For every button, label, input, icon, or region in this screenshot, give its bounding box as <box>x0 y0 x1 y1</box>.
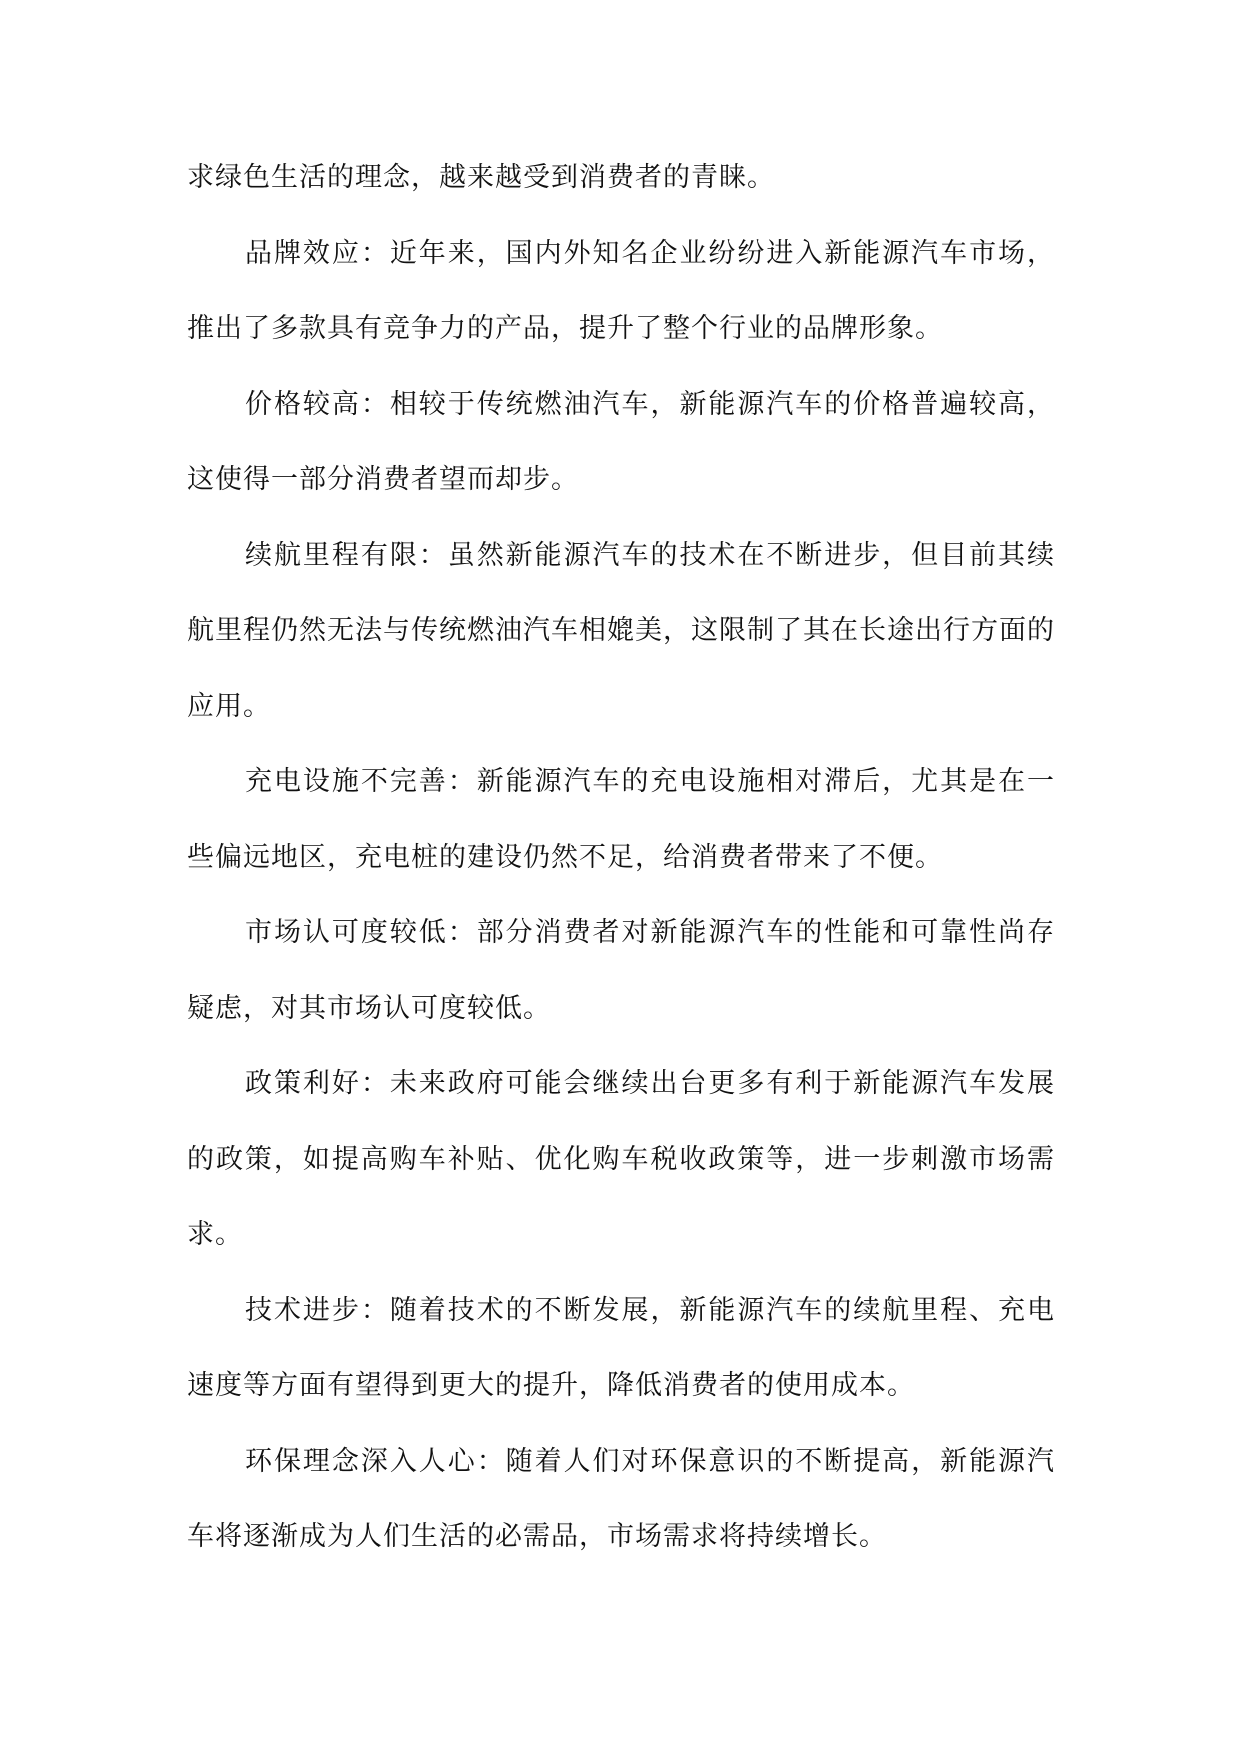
paragraph-technical-progress: 技术进步：随着技术的不断发展，新能源汽车的续航里程、充电速度等方面有望得到更大的提升，降低消费者的使用成本。 <box>187 1294 1055 1401</box>
paragraph-brand-effect: 品牌效应：近年来，国内外知名企业纷纷进入新能源汽车市场，推出了多款具有竞争力的产品，提升了整个行业的品牌形象。 <box>187 237 1055 344</box>
paragraph-limited-range: 续航里程有限：虽然新能源汽车的技术在不断进步，但目前其续航里程仍然无法与传统燃油汽车相媲美，这限制了其在长途出行方面的应用。 <box>187 539 1055 722</box>
paragraph-environmental-awareness: 环保理念深入人心：随着人们对环保意识的不断提高，新能源汽车将逐渐成为人们生活的必需品，市场需求将持续增长。 <box>187 1445 1055 1552</box>
paragraph-continuation: 求绿色生活的理念，越来越受到消费者的青睐。 <box>187 162 775 193</box>
paragraph-market-acceptance: 市场认可度较低：部分消费者对新能源汽车的性能和可靠性尚存疑虑，对其市场认可度较低。 <box>187 917 1055 1024</box>
document-body <box>187 140 1055 1575</box>
paragraph-charging-facilities: 充电设施不完善：新能源汽车的充电设施相对滞后，尤其是在一些偏远地区，充电桩的建设仍然不足，给消费者带来了不便。 <box>187 766 1055 873</box>
paragraph-high-price: 价格较高：相较于传统燃油汽车，新能源汽车的价格普遍较高，这使得一部分消费者望而却步。 <box>187 388 1055 495</box>
paragraph-policy-benefits: 政策利好：未来政府可能会继续出台更多有利于新能源汽车发展的政策，如提高购车补贴、优化购车税收政策等，进一步刺激市场需求。 <box>187 1068 1055 1250</box>
